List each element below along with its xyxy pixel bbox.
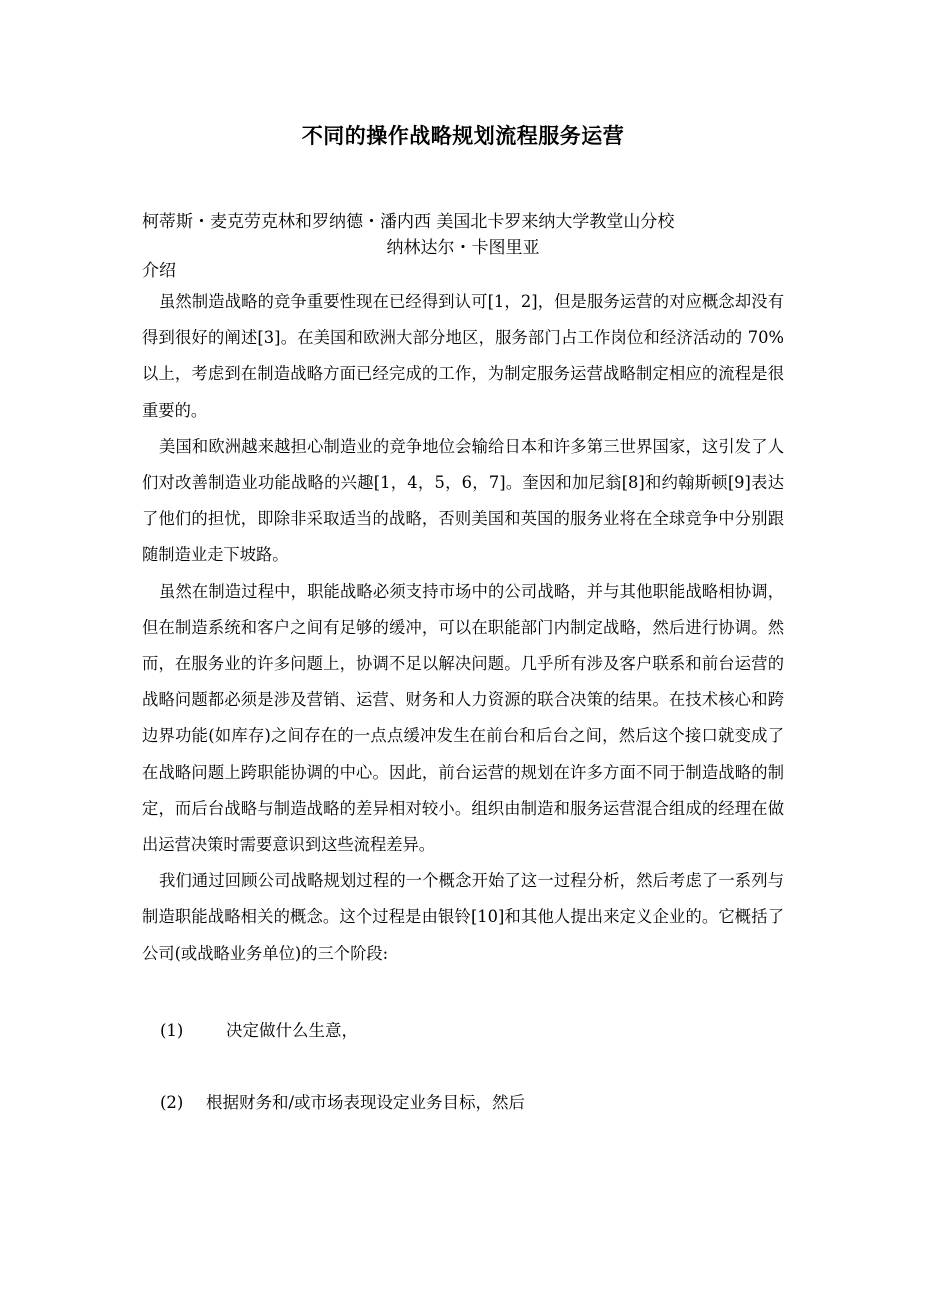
- list-item-text: 决定做什么生意，: [226, 1021, 358, 1040]
- list-item-number: (2): [160, 1093, 184, 1112]
- body-text: [142, 284, 784, 972]
- list-item-text: 根据财务和/或市场表现设定业务目标，然后: [206, 1093, 526, 1112]
- paragraph: 虽然在制造过程中，职能战略必须支持市场中的公司战略，并与其他职能战略相协调，但在制造系统和客户之间有足够的缓冲，可以在职能部门内制定战略，然后进行协调。然而，在服务业的许多问题上，协调不足以解决问题。几乎所有涉及客户联系和前台运营的战略问题都必须是涉及营销、运营、财务和人力资源的联合决策的结果。在技术核心和跨边界功能(如库存)之间存在的一点点缓冲发生在前台和后台之间，然后这个接口就变成了在战略问题上跨职能协调的中心。因此，前台运营的规划在许多方面不同于制造战略的制定，而后台战略与制造战略的差异相对较小。组织由制造和服务运营混合组成的经理在做出运营决策时需要意识到这些流程差异。: [142, 581, 784, 855]
- list-item: [160, 1018, 358, 1044]
- paragraph: 美国和欧洲越来越担心制造业的竞争地位会输给日本和许多第三世界国家，这引发了人们对改善制造业功能战略的兴趣[1，4，5，6，7]。奎因和加尼翁[8]和约翰斯顿[9]表达了他们的担忧，即除非采取适当的战略，否则美国和英国的服务业将在全球竞争中分别跟随制造业走下坡路。: [142, 436, 784, 565]
- document-title: 不同的操作战略规划流程服务运营: [301, 124, 625, 148]
- list-item: [160, 1090, 525, 1116]
- authors-line-1: 柯蒂斯・麦克劳克林和罗纳德・潘内西 美国北卡罗来纳大学教堂山分校: [142, 212, 675, 232]
- authors-line-2: 纳林达尔・卡图里亚: [386, 238, 540, 258]
- paragraph: 虽然制造战略的竞争重要性现在已经得到认可[1，2]，但是服务运营的对应概念却没有得到很好的阐述[3]。在美国和欧洲大部分地区，服务部门占工作岗位和经济活动的 70%以上，考虑到在制造战略方面已经完成的工作，为制定服务运营战略制定相应的流程是很重要的。: [142, 292, 784, 420]
- section-heading: 介绍: [142, 261, 176, 281]
- list-item-number: (1): [160, 1021, 184, 1040]
- paragraph: 我们通过回顾公司战略规划过程的一个概念开始了这一过程分析，然后考虑了一系列与制造职能战略相关的概念。这个过程是由银铃[10]和其他人提出来定义企业的。它概括了公司(或战略业务单位)的三个阶段:: [142, 871, 784, 963]
